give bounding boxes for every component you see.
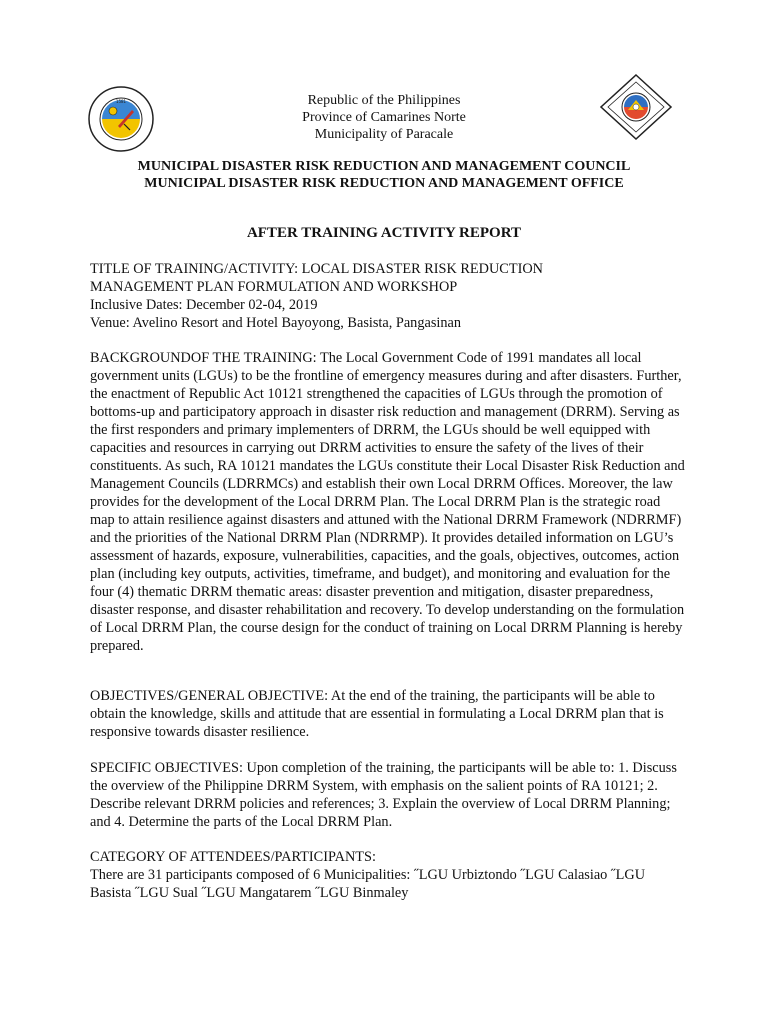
training-title-line-1: TITLE OF TRAINING/ACTIVITY: LOCAL DISASTER RISK REDUCTION (90, 261, 543, 277)
office-name: MUNICIPAL DISASTER RISK REDUCTION AND MANAGEMENT OFFICE (144, 176, 624, 191)
letterhead (180, 92, 588, 143)
republic-line: Republic of the Philippines (307, 93, 461, 108)
objectives-paragraph: OBJECTIVES/GENERAL OBJECTIVE: At the end of the training, the participants will be able to obtain the knowledge, skills and attitude that are essential in formulating a Local DRRM plan that is responsive towards disaster resilience. (90, 688, 664, 740)
inclusive-dates: Inclusive Dates: December 02-04, 2019 (90, 297, 318, 313)
svg-text:1581: 1581 (115, 99, 127, 104)
training-info (90, 260, 685, 332)
category-section (90, 848, 685, 902)
paracale-seal-logo (88, 86, 154, 152)
report-title: AFTER TRAINING ACTIVITY REPORT (246, 225, 522, 241)
council-name: MUNICIPAL DISASTER RISK REDUCTION AND MANAGEMENT COUNCIL (137, 159, 631, 174)
specific-objectives-paragraph: SPECIFIC OBJECTIVES: Upon completion of the training, the participants will be able to: 1. Discuss the overview of the Philippine DRRM System, with emphasis on the salient points of RA 10121; 2. Describe relevant DRRM policies and references; 3. Explain the overview of Local DRRM Planning; and 4. Determine the parts of the Local DRRM Plan. (90, 760, 677, 830)
category-paragraph: There are 31 participants composed of 6 Municipalities: ˝LGU Urbiztondo ˝LGU Calasiao ˝LGU Basista ˝LGU Sual ˝LGU Mangatarem ˝LGU Binmaley (90, 867, 646, 901)
background-paragraph: BACKGROUNDOF THE TRAINING: The Local Government Code of 1991 mandates all local government units (LGUs) to be the frontline of emergency measures during and after disasters. Further, the enactment of Republic Act 10121 strengthened the capacities of LGUs through the promotion of bottoms-up and participatory approach in disaster risk reduction and management (DRRM). Serving as the first responders and primary implementers of DRRM, the LGUs should be well equipped with capacities and resources in carrying out DRRM activities to ensure the safety of the lives of their constituents. As such, RA 10121 mandates the LGUs constitute their Local Disaster Risk Reduction and Management Councils (LDRRMCs) and establish their own Local DRRM Offices. Moreover, the law provides for the development of the Local DRRM Plan. The Local DRRM Plan is the strategic road map to attain resilience against disasters and attuned with the National DRRM Framework (NDRRMF) and the priorities of the National DRRM Plan (NDRRMP). It provides detailed information on LGU’s assessment of hazards, exposure, vulnerabilities, capacities, and the goals, objectives, outcomes, action plan (including key outputs, activities, timeframe, and budget), and monitoring and evaluation for the four (4) thematic DRRM thematic areas: disaster prevention and mitigation, disaster preparedness, disaster response, and disaster rehabilitation and recovery. To develop understanding on the formulation of Local DRRM Plan, the course design for the conduct of training on Local DRRM Planning is hereby prepared. (90, 350, 685, 654)
municipality-line: Municipality of Paracale (314, 127, 454, 142)
objectives-section (90, 687, 685, 741)
province-line: Province of Camarines Norte (302, 110, 466, 125)
training-title-line-2: MANAGEMENT PLAN FORMULATION AND WORKSHOP (90, 279, 458, 295)
category-heading: CATEGORY OF ATTENDEES/PARTICIPANTS: (90, 849, 376, 865)
council-heading (60, 158, 708, 192)
specific-objectives-section (90, 759, 685, 831)
venue: Venue: Avelino Resort and Hotel Bayoyong, Basista, Pangasinan (90, 315, 461, 331)
mdrrmc-seal-logo (600, 74, 672, 140)
background-section (90, 349, 685, 655)
